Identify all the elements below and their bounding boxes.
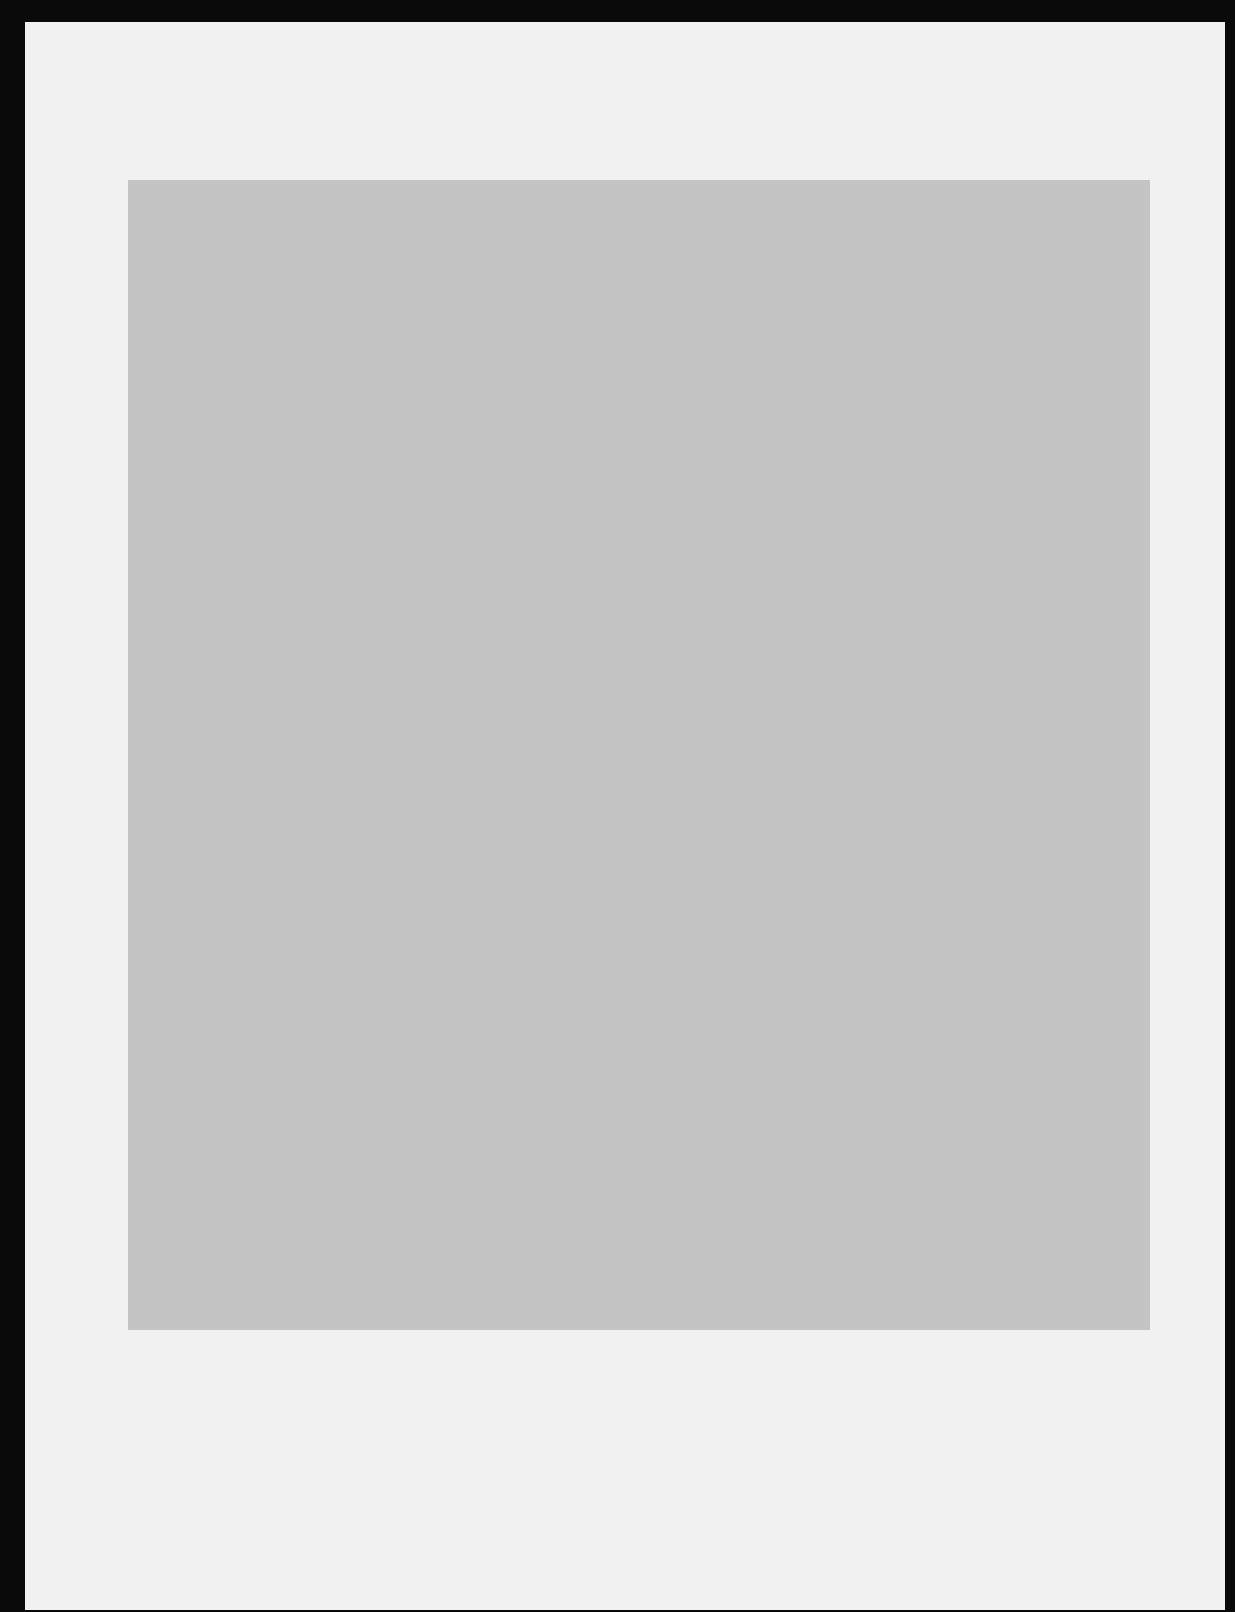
statement-panel [128,180,1150,1330]
magazine-page [25,22,1225,1610]
